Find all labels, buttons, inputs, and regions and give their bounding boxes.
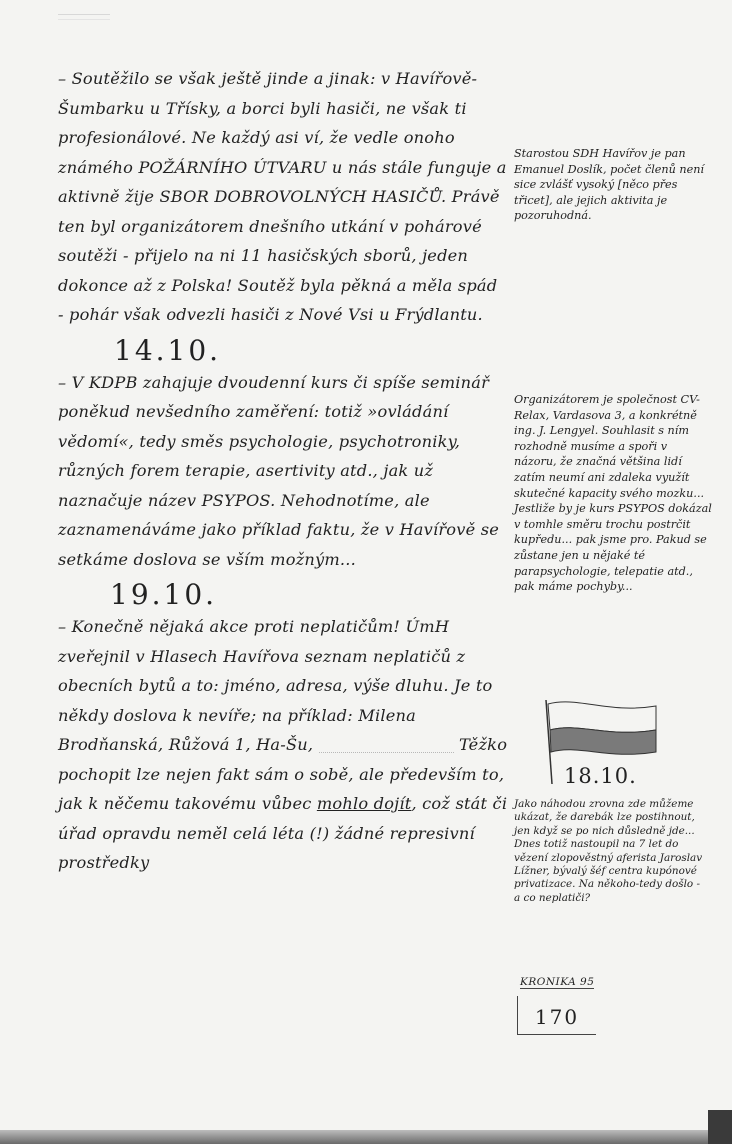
side-note-psypos-text: Organizátorem je společnost CV-Relax, Vardasova 3, a konkrétně ing. J. Lengyel. Souhlasit s ním rozhodně musíme a spoři v názoru, že značná většina lidí zatím neumí ani zdaleka využít skutečné kapacity svého mozku... Jestliže by je kurs PSYPOS dokázal v tomhle směru trochu postrčit kupředu... pak jsme pro. Pakud se zůstane jen u nějaké té parapsychologie, telepatie atd., pak máme pochyby... [514,393,712,594]
flag-date-18-10: 18.10. [564,764,637,788]
top-scan-mark [58,14,110,20]
scan-bottom-edge [0,1130,732,1144]
debtors-underlined-phrase: mohlo dojít [316,794,412,813]
flag-red-stripe [550,728,656,755]
scan-corner-shadow [708,1110,732,1144]
side-note-firefighters-text: Starostou SDH Havířov je pan Emanuel Doslík, počet členů není sice zvlášť vysoký [něco přes třicet], ale jejich aktivita je pozoruhodná. [514,147,704,223]
redacted-address [319,738,454,753]
side-note-prison [514,798,704,905]
date-heading-14-10: 14.10. [114,333,222,367]
page-number: 170 [517,996,596,1035]
debtors-text-end: , což stát či úřad opravdu neměl celá léta (!) žádné represivní prostředky [58,794,508,872]
debtors-text-start: – Konečně nějaká akce proti neplatičům! ÚmH zveřejnil v Hlasech Havířova seznam neplatičů z obecních bytů a to: jméno, adresa, výše dluhu. Je to někdy doslova k nevíře; na příklad: Milena Brodňanská, Růžová 1, Ha-Šu, [58,617,493,754]
side-note-psypos [514,392,712,595]
entry-paragraph-firefighters: – Soutěžilo se však ještě jinde a jinak: v Havířově-Šumbarku u Třísky, a borci byli hasiči, ne však ti profesionálové. Ne každý asi ví, že vedle onoho známého POŽÁRNÍHO ÚTVARU u nás stále funguje a aktivně žije SBOR DOBROVOLNÝCH HASIČŮ. Právě ten byl organizátorem dnešního utkání v pohárové soutěži - přijelo na ni 11 hasičských sborů, jeden dokonce až z Polska! Soutěž byla pěkná a měla spád - pohár však odvezli hasiči z Nové Vsi u Frýdlantu. [58,69,507,324]
entry-paragraph-psypos: – V KDPB zahajuje dvoudenní kurs či spíše seminář poněkud nevšedního zaměření: totiž »ovládání vědomí«, tedy směs psychologie, psychotroniky, různých forem terapie, asertivity atd., jak už naznačuje název PSYPOS. Nehodnotíme, ale zaznamenáváme jako příklad faktu, že v Havířově se setkáme doslova se vším možným... [58,372,499,569]
side-note-firefighters [514,146,712,224]
kronika-label: KRONIKA 95 [520,976,595,988]
entry-paragraph-debtors [58,612,508,878]
debtors-text-middle: Těžko pochopit lze nejen fakt sám o sobě, ale především to, jak k něčemu takovému vůbec [58,735,508,813]
side-note-prison-text: Jako náhodou zrovna zde můžeme ukázat, že darebák lze postihnout, jen když se po nich důsledně jde... Dnes totiž nastoupil na 7 let do vězení zlopověstný aferista Jaroslav Lížner, bývalý šéf centra kupónové privatizace. Na někoho-tedy došlo - a co neplatiči? [514,798,703,904]
main-text-column [58,64,508,878]
date-heading-19-10: 19.10. [110,578,218,611]
